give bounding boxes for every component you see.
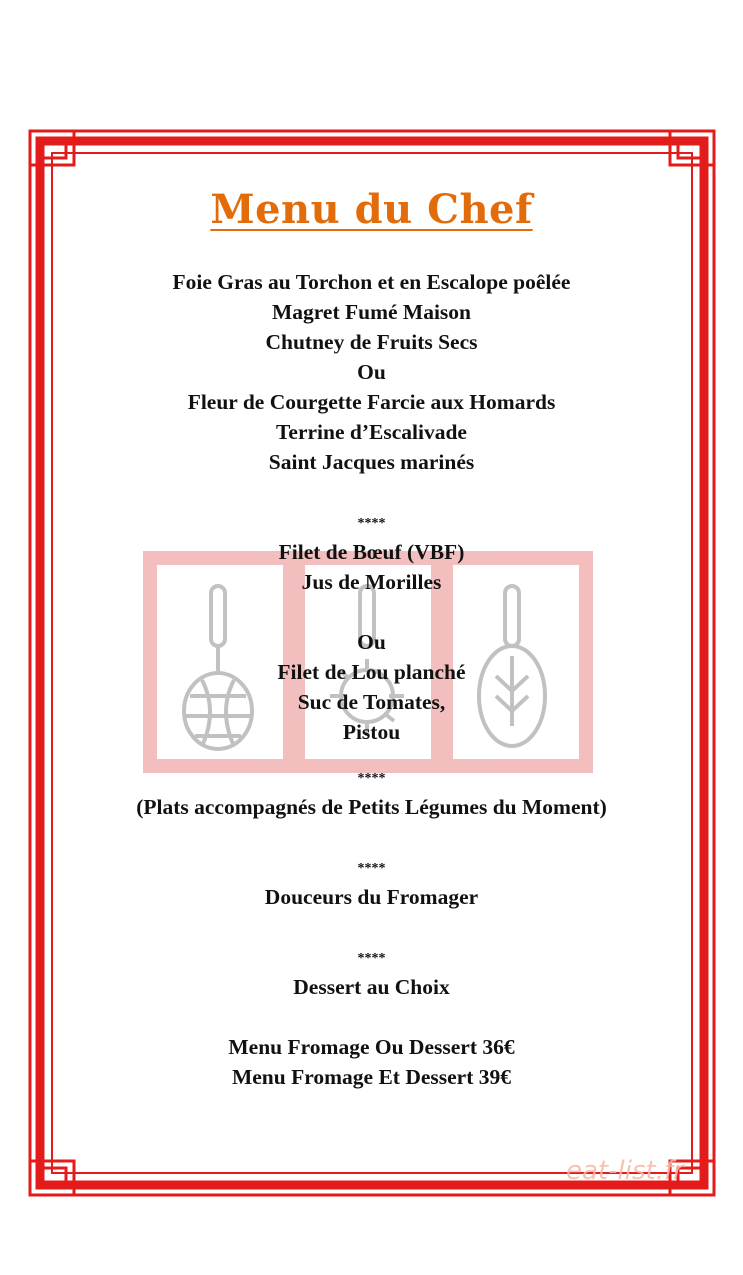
plat-or: Ou bbox=[357, 630, 386, 654]
plat-line: Filet de Lou planché bbox=[277, 660, 466, 684]
site-watermark: eat-list.fr bbox=[566, 1156, 684, 1186]
price-line: Menu Fromage Et Dessert 39€ bbox=[231, 1065, 512, 1089]
entree-line: Chutney de Fruits Secs bbox=[265, 330, 478, 354]
plat-line: Filet de Bœuf (VBF) bbox=[278, 540, 465, 564]
section-separator: **** bbox=[357, 771, 386, 786]
price-line: Menu Fromage Ou Dessert 36€ bbox=[228, 1035, 515, 1059]
entree-line: Fleur de Courgette Farcie aux Homards bbox=[187, 390, 556, 414]
entree-or: Ou bbox=[357, 360, 386, 384]
menu-body bbox=[60, 267, 683, 1092]
dessert-line: Dessert au Choix bbox=[293, 975, 450, 999]
plat-line: Suc de Tomates, bbox=[297, 690, 446, 714]
menu-title: Menu du Chef bbox=[210, 186, 533, 233]
entree-line: Magret Fumé Maison bbox=[271, 300, 472, 324]
entree-line: Foie Gras au Torchon et en Escalope poêlée bbox=[172, 270, 571, 294]
section-separator: **** bbox=[357, 861, 386, 876]
section-separator: **** bbox=[357, 951, 386, 966]
plat-line: Pistou bbox=[342, 720, 401, 744]
cheese-line: Douceurs du Fromager bbox=[264, 885, 479, 909]
entree-line: Saint Jacques marinés bbox=[268, 450, 475, 474]
accompaniment-line: (Plats accompagnés de Petits Légumes du Moment) bbox=[136, 795, 607, 819]
entree-line: Terrine d’Escalivade bbox=[276, 420, 467, 444]
section-separator: **** bbox=[357, 516, 386, 531]
plat-line: Jus de Morilles bbox=[301, 570, 442, 594]
